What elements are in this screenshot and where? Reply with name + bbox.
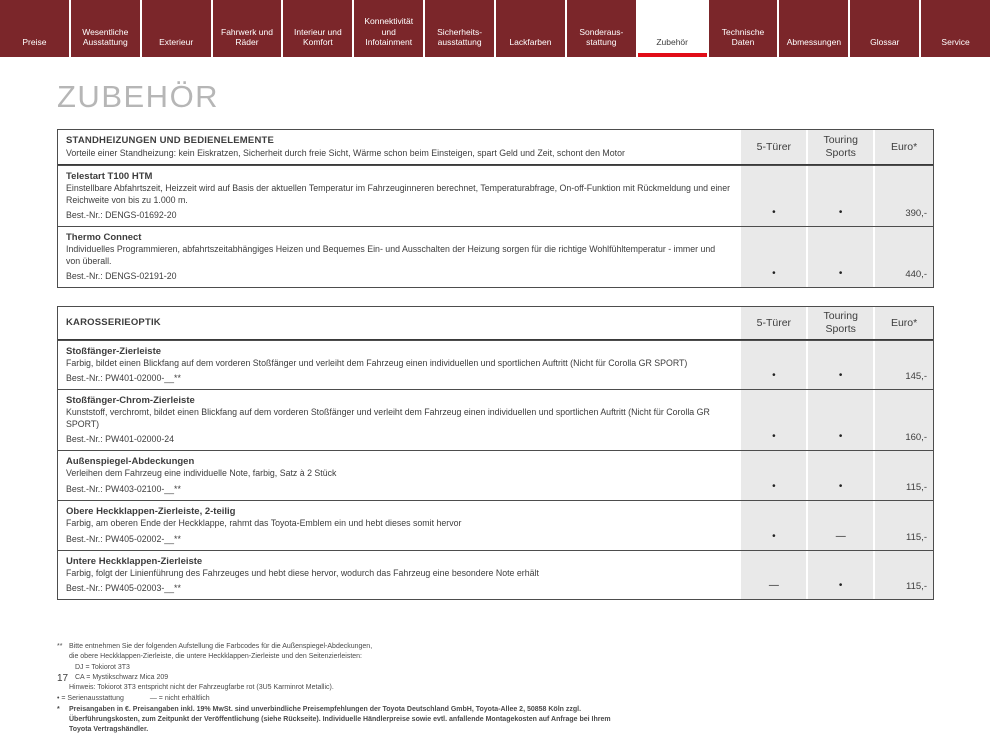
table-row (58, 389, 933, 450)
tab-service[interactable]: Service (921, 0, 990, 57)
accessory-name: Stoßfänger-Chrom-Zierleiste (66, 395, 195, 407)
table-title: STANDHEIZUNGEN UND BEDIENELEMENTE (66, 135, 275, 146)
footnotes (57, 642, 990, 735)
column-header-5tuerer: 5-Türer (739, 307, 806, 338)
accessory-order-number: Best.-Nr.: DENGS-01692-20 (66, 210, 177, 221)
tables-wrapper (57, 129, 934, 600)
footnote-line: Bitte entnehmen Sie der folgenden Aufstellung die Farbcodes für die Außenspiegel-Abdeckungen, (69, 643, 373, 651)
accessory-info (58, 166, 739, 226)
table-karosserieoptik (57, 306, 934, 600)
availability-touring-sports: • (806, 451, 873, 500)
availability-touring-sports: — (806, 501, 873, 550)
table-title: KAROSSERIEOPTIK (66, 317, 161, 329)
legend-row (57, 694, 990, 704)
accessory-name: Untere Heckklappen-Zierleiste (66, 555, 203, 567)
tab-lackfarben[interactable]: Lackfarben (496, 0, 565, 57)
accessory-name: Thermo Connect (66, 232, 142, 244)
tab-preise[interactable]: Preise (0, 0, 69, 57)
column-header-euro: Euro* (873, 130, 933, 164)
tab-zubehoer[interactable]: Zubehör (638, 0, 707, 57)
tab-exterieur[interactable]: Exterieur (142, 0, 211, 57)
table-title-cell (58, 307, 739, 338)
price-value: 115,- (873, 451, 933, 500)
availability-touring-sports: • (806, 341, 873, 390)
accessory-name: Stoßfänger-Zierleiste (66, 345, 162, 357)
page-number: 17 (57, 673, 69, 684)
tab-sonderausstattung[interactable]: Sonderaus-stattung (567, 0, 636, 57)
footnote-marker-star: * (57, 706, 60, 714)
tab-sicherheitsausstattung[interactable]: Sicherheits-ausstattung (425, 0, 494, 57)
accessory-info (58, 227, 739, 287)
footnote-colorcodes-text (69, 642, 372, 693)
accessory-description: Farbig, am oberen Ende der Heckklappe, rahmt das Toyota-Emblem ein und hebt dieses somit hervor (66, 518, 462, 529)
accessory-description: Farbig, folgt der Linienführung des Fahrzeuges und hebt diese hervor, wodurch das Fahrzeug eine besondere Note erhält (66, 567, 539, 578)
page-title: ZUBEHÖR (57, 79, 220, 114)
footnote-price-text: Preisangaben in €. Preisangaben inkl. 19% MwSt. sind unverbindliche Preisempfehlungen der Toyota Deutschland GmbH, Toyota-Allee 2, 50858 Köln zzgl. Überführungskosten, zum Zeitpunkt der Veröffentlichung (siehe Rückseite). Individuelle Händlerpreise sowie evtl. anfallende Montagekosten auf Anfrage bei Ihrem Toyota Vertragshändler. (69, 706, 611, 734)
table-row (58, 340, 933, 390)
availability-5tuerer: — (739, 551, 806, 600)
price-value: 390,- (873, 166, 933, 226)
legend-serienausstattung: • = Serienausstattung (57, 694, 124, 702)
tab-wesentliche-ausstattung[interactable]: Wesentliche Ausstattung (71, 0, 140, 57)
availability-5tuerer: • (739, 501, 806, 550)
footnote-line: die obere Heckklappen-Zierleiste, die untere Heckklappen-Zierleiste und den Seitenzierleisten: (69, 653, 362, 661)
tab-abmessungen[interactable]: Abmessungen (779, 0, 848, 57)
accessory-order-number: Best.-Nr.: PW403-02100-__** (66, 484, 181, 495)
footnote-line: DJ = Tokiorot 3T3 (75, 663, 130, 671)
accessory-order-number: Best.-Nr.: DENGS-02191-20 (66, 271, 177, 282)
table-title-cell (58, 130, 739, 164)
tab-konnektivitaet-und-infotainment[interactable]: Konnektivität und Infotainment (354, 0, 423, 57)
footnote-colorcodes (57, 642, 990, 693)
accessory-description: Verleihen dem Fahrzeug eine individuelle Note, farbig, Satz à 2 Stück (66, 468, 337, 479)
accessory-description: Kunststoff, verchromt, bildet einen Blickfang auf dem vorderen Stoßfänger und verleiht dem Fahrzeug einen individuellen und sportlichen Auftritt (Nicht für Corolla GR SPORT) (66, 407, 710, 429)
price-value: 115,- (873, 551, 933, 600)
footnote-price (57, 705, 990, 735)
table-row (58, 165, 933, 226)
column-header-touring-sports: Touring Sports (806, 130, 873, 164)
availability-5tuerer: • (739, 166, 806, 226)
footnote-marker-doublestar: ** (57, 643, 63, 651)
availability-touring-sports: • (806, 551, 873, 600)
accessory-name: Telestart T100 HTM (66, 171, 153, 182)
availability-touring-sports: • (806, 390, 873, 450)
accessory-order-number: Best.-Nr.: PW405-02002-__** (66, 533, 181, 544)
column-header-touring-sports: Touring Sports (806, 307, 873, 338)
price-value: 145,- (873, 341, 933, 390)
table-standheizungen (57, 129, 934, 288)
footnote-line: Hinweis: Tokiorot 3T3 entspricht nicht der Fahrzeugfarbe rot (3U5 Karminrot Metallic). (69, 683, 334, 691)
accessory-name: Außenspiegel-Abdeckungen (66, 456, 195, 468)
accessory-order-number: Best.-Nr.: PW401-02000-__** (66, 373, 181, 384)
column-header-euro: Euro* (873, 307, 933, 338)
column-header-5tuerer: 5-Türer (739, 130, 806, 164)
availability-5tuerer: • (739, 227, 806, 287)
accessory-description: Einstellbare Abfahrtszeit, Heizzeit wird auf Basis der aktuellen Temperatur im Fahrzeuginneren berechnet, Temperaturabfrage, On-off-Funktion mit Rückmeldung und einer Reichweite von bis zu 1.000 m. (66, 183, 731, 205)
availability-5tuerer: • (739, 451, 806, 500)
price-value: 160,- (873, 390, 933, 450)
accessory-description: Individuelles Programmieren, abfahrtszeitabhängiges Heizen und Bequemes Ein- und Ausschalten der Heizung sorgen für die richtige Wohlfühltemperatur - immer und von überall. (66, 244, 716, 266)
table-subtitle: Vorteile einer Standheizung: kein Eiskratzen, Sicherheit durch freie Sicht, Wärme schon beim Einsteigen, spart Geld und Zeit, schont den Motor (66, 148, 625, 158)
legend-nicht-erhaeltlich: — = nicht erhältlich (149, 694, 210, 702)
accessory-order-number: Best.-Nr.: PW405-02003-__** (66, 583, 181, 594)
accessory-description: Farbig, bildet einen Blickfang auf dem vorderen Stoßfänger und verleiht dem Fahrzeug einen individuellen und sportlichen Auftritt (Nicht für Corolla GR SPORT) (66, 357, 688, 368)
tab-fahrwerk-und-raeder[interactable]: Fahrwerk und Räder (213, 0, 282, 57)
table-row (58, 226, 933, 287)
availability-touring-sports: • (806, 227, 873, 287)
tab-interieur-und-komfort[interactable]: Interieur und Komfort (283, 0, 352, 57)
top-tab-bar (0, 0, 990, 57)
accessory-info (58, 451, 739, 500)
price-value: 440,- (873, 227, 933, 287)
accessory-info (58, 551, 739, 600)
accessory-name: Obere Heckklappen-Zierleiste, 2-teilig (66, 506, 236, 518)
table-header-row (58, 307, 933, 339)
availability-touring-sports: • (806, 166, 873, 226)
price-value: 115,- (873, 501, 933, 550)
tab-glossar[interactable]: Glossar (850, 0, 919, 57)
accessory-info (58, 390, 739, 450)
tab-technische-daten[interactable]: Technische Daten (709, 0, 778, 57)
footnote-line: CA = Mystikschwarz Mica 209 (75, 673, 169, 681)
accessory-info (58, 341, 739, 390)
accessory-order-number: Best.-Nr.: PW401-02000-24 (66, 434, 175, 445)
availability-5tuerer: • (739, 341, 806, 390)
table-row (58, 450, 933, 500)
table-row (58, 500, 933, 550)
table-header-row (58, 130, 933, 165)
availability-5tuerer: • (739, 390, 806, 450)
accessory-info (58, 501, 739, 550)
table-row (58, 550, 933, 600)
